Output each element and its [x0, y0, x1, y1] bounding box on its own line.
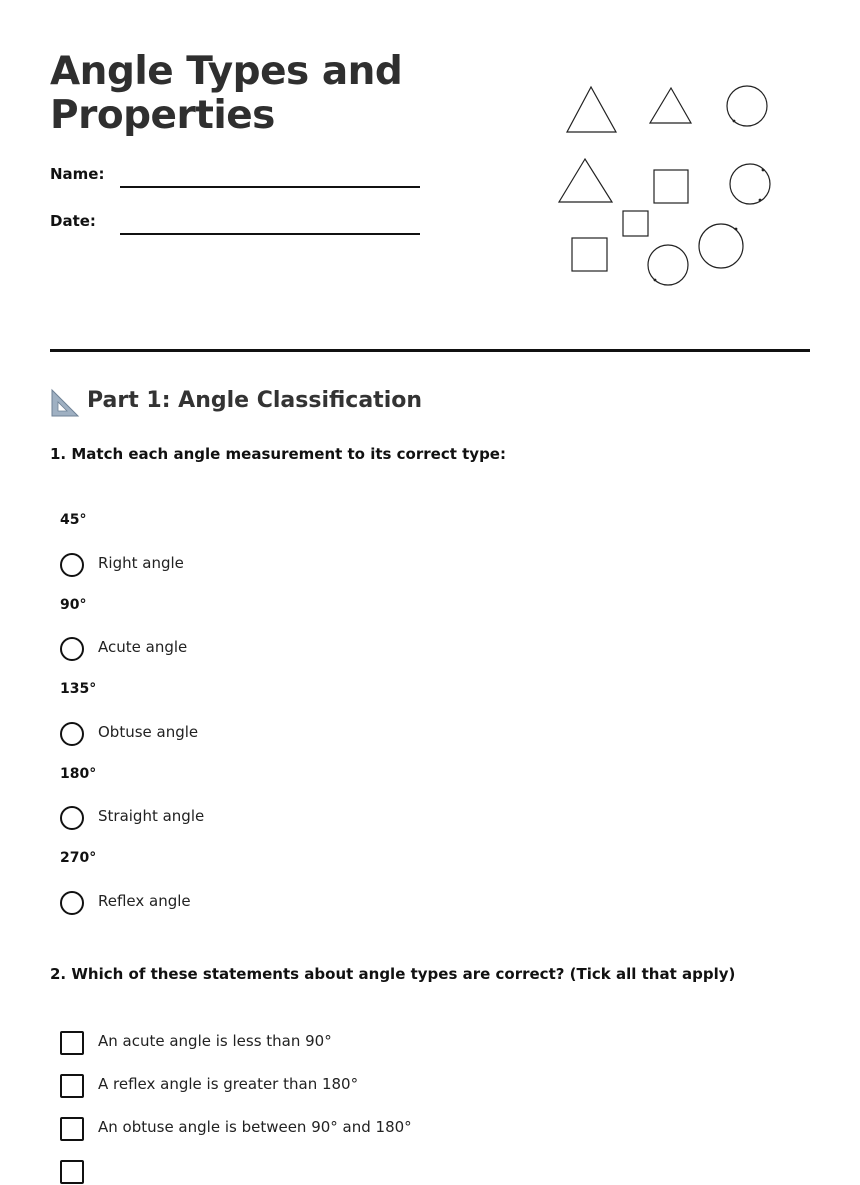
date-label: Date:: [50, 212, 96, 230]
checkbox[interactable]: [60, 1074, 84, 1098]
checkbox-option[interactable]: [60, 1159, 660, 1185]
square-icon: [572, 238, 607, 271]
section-divider: [50, 349, 810, 352]
checkbox-option[interactable]: [60, 1073, 660, 1099]
date-input-line[interactable]: [120, 233, 420, 235]
radio-option[interactable]: [60, 552, 660, 578]
measure-label: 270°: [60, 850, 97, 866]
triangle-icon: [567, 87, 616, 132]
question-2-prompt: 2. Which of these statements about angle types are correct? (Tick all that apply): [50, 965, 736, 983]
checkbox-option[interactable]: [60, 1030, 660, 1056]
name-input-line[interactable]: [120, 186, 420, 188]
measure-label: 135°: [60, 681, 97, 697]
radio-button[interactable]: [60, 891, 84, 915]
decorative-shapes: [550, 75, 780, 295]
radio-option[interactable]: [60, 805, 660, 831]
option-label: An acute angle is less than 90°: [98, 1032, 332, 1050]
checkbox[interactable]: [60, 1031, 84, 1055]
question-1-prompt: 1. Match each angle measurement to its correct type:: [50, 445, 506, 463]
radio-option[interactable]: [60, 721, 660, 747]
option-label: Reflex angle: [98, 892, 191, 910]
set-square-icon: [50, 388, 80, 418]
option-label: An obtuse angle is between 90° and 180°: [98, 1118, 412, 1136]
square-icon: [623, 211, 648, 236]
triangle-icon: [559, 159, 612, 202]
radio-button[interactable]: [60, 637, 84, 661]
option-label: Right angle: [98, 554, 184, 572]
radio-option[interactable]: [60, 890, 660, 916]
option-label: Acute angle: [98, 638, 188, 656]
triangle-icon: [650, 88, 691, 123]
radio-button[interactable]: [60, 722, 84, 746]
radio-button[interactable]: [60, 806, 84, 830]
circle-icon: [699, 224, 743, 268]
radio-button[interactable]: [60, 553, 84, 577]
name-label: Name:: [50, 165, 105, 183]
circle-icon: [648, 245, 688, 285]
name-field[interactable]: [50, 165, 430, 195]
date-field[interactable]: [50, 212, 430, 242]
checkbox[interactable]: [60, 1160, 84, 1184]
measure-label: 90°: [60, 597, 87, 613]
circle-icon: [727, 86, 767, 126]
checkbox[interactable]: [60, 1117, 84, 1141]
radio-option[interactable]: [60, 636, 660, 662]
measure-label: 45°: [60, 512, 87, 528]
checkbox-option[interactable]: [60, 1116, 660, 1142]
option-label: Straight angle: [98, 807, 205, 825]
square-icon: [654, 170, 688, 203]
page-title: Angle Types and Properties: [50, 49, 403, 138]
option-label: A reflex angle is greater than 180°: [98, 1075, 359, 1093]
option-label: Obtuse angle: [98, 723, 199, 741]
measure-label: 180°: [60, 766, 97, 782]
part1-title: Part 1: Angle Classification: [87, 388, 423, 413]
